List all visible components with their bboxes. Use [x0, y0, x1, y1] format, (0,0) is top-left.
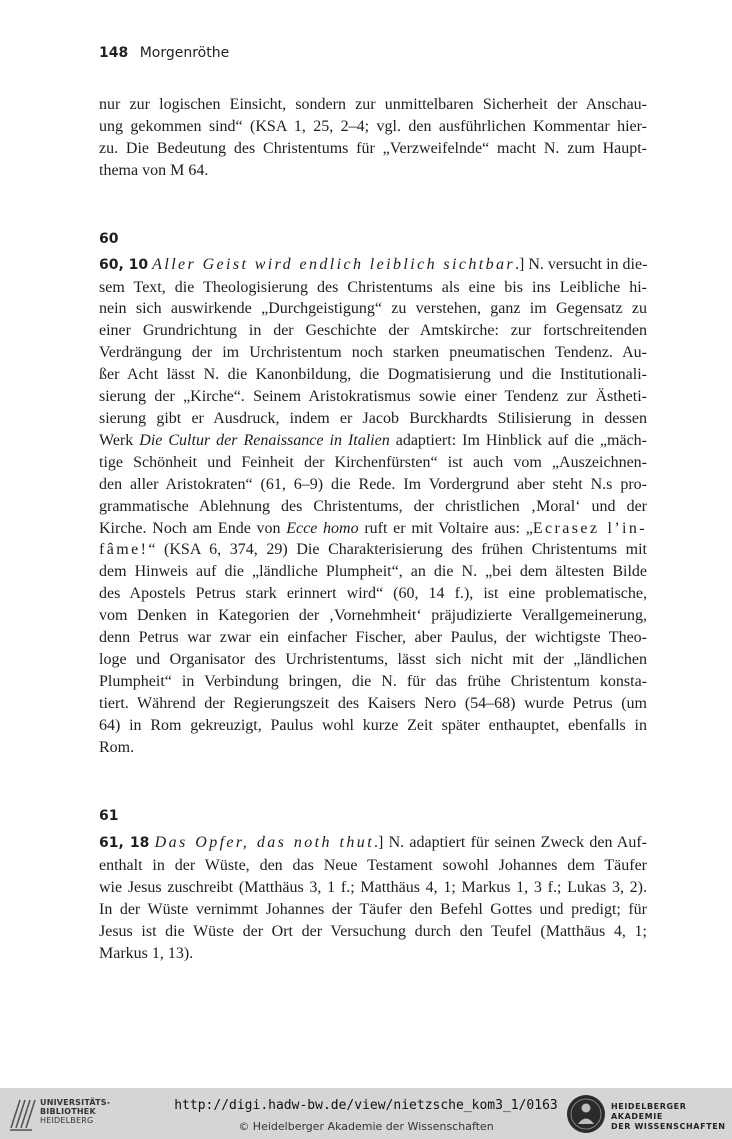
text-line: 60, 10 Aller Geist wird endlich leiblich sichtbar.] N. versucht in die-: [99, 255, 648, 273]
text-line: sierung gibt er Ausdruck, indem er Jacob Burckhardts Stilisierung in dessen: [99, 409, 647, 427]
lemma: Das Opfer, das noth thut: [154, 834, 375, 852]
quotation-spaced: fâme!: [99, 541, 149, 559]
running-title: Morgenröthe: [139, 45, 230, 61]
text-line: In der Wüste vernimmt Johannes der Täufer den Befehl Gottes und predigt; für: [99, 901, 647, 919]
text-line: Rom.: [99, 738, 135, 756]
text-line: Jesus ist die Wüste der Ort der Versuchung durch den Teufel (Matthäus 4, 1;: [99, 923, 647, 941]
text-line: des Apostels Petrus stark erinnert wird“ (60, 14 f.), ist eine problematische,: [99, 585, 647, 603]
library-name: UNIVERSITÄTS- BIBLIOTHEK HEIDELBERG: [40, 1098, 111, 1125]
running-head: [99, 43, 229, 63]
text-line: fâme!“ (KSA 6, 374, 29) Die Charakterisierung des frühen Christentums mit: [99, 541, 647, 559]
text-line: Werk Die Cultur der Renaissance in Italien adaptiert: Im Hinblick auf die „mäch-: [99, 431, 648, 449]
text-line: tige Schönheit und Feinheit der Kirchenfürsten“ ist auch vom „Auszeichnen-: [99, 453, 647, 471]
text-line: nur zur logischen Einsicht, sondern zur unmittelbaren Sicherheit der Anschau-: [99, 96, 647, 113]
text-line: Verdrängung der im Urchristentum noch starken pneumatischen Tendenz. Au-: [99, 344, 647, 362]
line-reference: 61, 18: [99, 835, 150, 852]
page-number: 148: [99, 45, 129, 61]
text-line: einer Grundrichtung in der Geschichte der Amtskirche: zur fortschreitenden: [99, 322, 647, 340]
main-text: [99, 94, 647, 965]
text-line: 64) in Rom gekreuzigt, Paulus wohl kurze Zeit später enthauptet, ebenfalls in: [99, 716, 647, 734]
commentary-61-18: [99, 832, 647, 964]
text-line: zu. Die Bedeutung des Christentums für „Verzweifelnde“ macht N. zum Haupt-: [99, 139, 647, 157]
text-line: ßer Acht lässt N. die Kanonbildung, die Dogmatisierung und die Institutionali-: [99, 366, 647, 384]
section-heading-61: 61: [99, 808, 119, 825]
lemma: Aller Geist wird endlich leiblich sichtbar: [152, 255, 516, 273]
commentary-60-10: [99, 254, 647, 759]
text-line: thema von M 64.: [99, 161, 209, 179]
section-heading-60: 60: [99, 230, 119, 247]
text-line: denn Petrus war zwar ein einfacher Fischer, aber Paulus, der wichtigste Theo-: [99, 629, 647, 647]
text-line: Plumpheit“ in Verbindung bringen, die N. für das frühe Christentum konsta-: [99, 672, 647, 690]
text-line: den aller Aristokraten“ (61, 6–9) die Rede. Im Vordergrund aber steht N.s pro-: [99, 475, 647, 493]
text-line: ung gekommen sind“ (KSA 1, 25, 2–4; vgl. den ausführlichen Kommentar hier-: [99, 117, 647, 135]
digitization-footer: [0, 1088, 732, 1139]
intro-paragraph: [99, 94, 647, 182]
text-line: loge und Organisator des Urchristentums, lässt sich nicht mit der „ländlichen: [99, 650, 647, 668]
text-line: sierung der „Kirche“. Seinem Aristokratismus sowie einer Tendenz zur Ästheti-: [99, 388, 647, 406]
text-line: dem Hinweis auf die „ländliche Plumpheit“, an die N. „bei dem ältesten Bilde: [99, 563, 647, 581]
text-line: grammatische Ablehnung des Christentums, der christlichen ‚Moral‘ und der: [99, 497, 647, 515]
copyright-notice: © Heidelberger Akademie der Wissenschaften: [238, 1120, 494, 1133]
text-line: Kirche. Noch am Ende von Ecce homo ruft er mit Voltaire aus: „Ecrasez l’in-: [99, 519, 648, 537]
academy-seal-icon: [565, 1093, 607, 1135]
academy-name: HEIDELBERGER AKADEMIE DER WISSENSCHAFTEN: [611, 1102, 726, 1131]
line-reference: 60, 10: [99, 256, 149, 273]
text-line: nein sich auswirkende „Durchgeistigung“ zu verstehen, ganz im Gegensatz zu: [99, 300, 647, 318]
text-line: sem Text, die Theologisierung des Christentums als eine bis ins Leibliche hi-: [99, 278, 647, 296]
quotation-spaced: Ecrasez l’in-: [532, 519, 648, 537]
permalink-url[interactable]: http://digi.hadw-bw.de/view/nietzsche_kom3_1/0163: [174, 1098, 558, 1113]
book-title: Ecce homo: [286, 519, 359, 537]
text-line: tiert. Während der Regierungszeit des Kaisers Nero (54–68) wurde Petrus (um: [99, 694, 647, 712]
text-line: enthalt in der Wüste, den das Neue Testament sowohl Johannes dem Täufer: [99, 857, 647, 875]
text-line: vom Denken in Kategorien der ‚Vornehmheit‘ präjudizierte Verallgemeinerung,: [99, 607, 647, 625]
text-line: wie Jesus zuschreibt (Matthäus 3, 1 f.; Matthäus 4, 1; Markus 1, 3 f.; Lukas 3, 2).: [99, 879, 647, 897]
text-line: Markus 1, 13).: [99, 945, 194, 962]
book-title: Die Cultur der Renaissance in Italien: [139, 431, 390, 449]
text-line: 61, 18 Das Opfer, das noth thut.] N. adaptiert für seinen Zweck den Auf-: [99, 834, 647, 852]
